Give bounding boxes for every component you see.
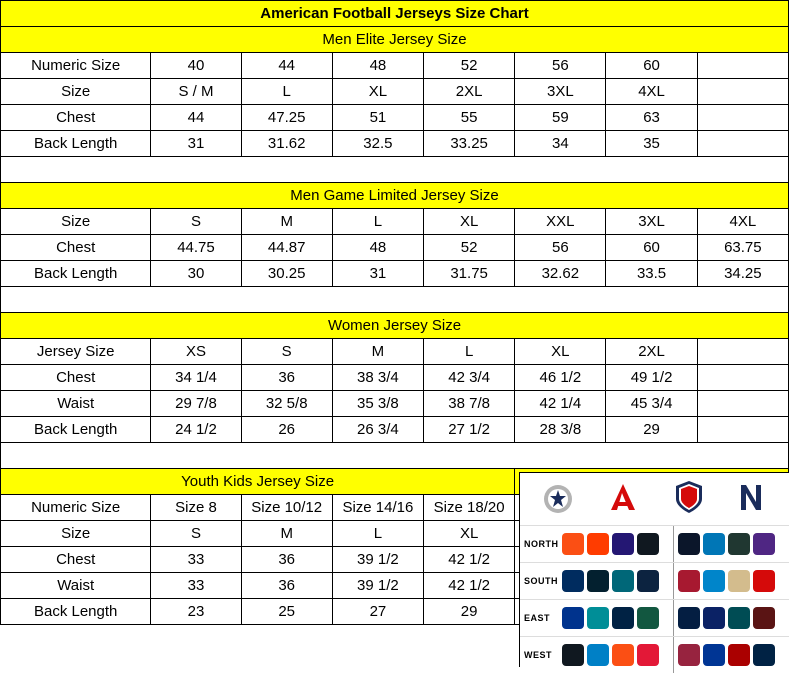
afc-logo-icon xyxy=(605,480,645,519)
table-row xyxy=(1,209,789,235)
row-label: Back Length xyxy=(1,417,151,443)
team-logo-patriots xyxy=(612,607,634,629)
afc-west-teams xyxy=(562,637,673,673)
team-logo-bengals xyxy=(562,533,584,555)
row-label: Waist xyxy=(1,391,151,417)
cell: 3XL xyxy=(515,79,606,105)
team-logo-dolphins xyxy=(587,607,609,629)
cell: 63.75 xyxy=(697,235,788,261)
cell: 27 1/2 xyxy=(424,417,515,443)
team-logo-jaguars xyxy=(612,570,634,592)
cell: 2XL xyxy=(424,79,515,105)
cell: 52 xyxy=(424,235,515,261)
nfc-north-teams xyxy=(673,526,789,562)
team-logo-buccaneers xyxy=(753,570,775,592)
cell: 39 1/2 xyxy=(332,547,423,573)
cell: 26 3/4 xyxy=(332,417,423,443)
cell: 33 xyxy=(151,547,241,573)
afc-east-teams xyxy=(562,600,673,636)
cell: 33 xyxy=(151,573,241,599)
cell: M xyxy=(241,209,332,235)
row-label: Back Length xyxy=(1,261,151,287)
cell: 34 xyxy=(515,131,606,157)
cell: Size 18/20 xyxy=(424,495,515,521)
cell: 40 xyxy=(151,53,241,79)
cell: 31.62 xyxy=(241,131,332,157)
table-row xyxy=(1,391,789,417)
cell: 3XL xyxy=(606,209,697,235)
cell: 33.25 xyxy=(424,131,515,157)
cell: 32.62 xyxy=(515,261,606,287)
cell: 30 xyxy=(151,261,241,287)
team-logo-cowboys xyxy=(678,607,700,629)
cell: 60 xyxy=(606,53,697,79)
cell: XS xyxy=(151,339,241,365)
cell: 32.5 xyxy=(332,131,423,157)
cell: 26 xyxy=(241,417,332,443)
team-logo-cardinals xyxy=(678,644,700,666)
cell: Size 10/12 xyxy=(241,495,332,521)
cell: S / M xyxy=(151,79,241,105)
row-label: Chest xyxy=(1,547,151,573)
team-logo-bears xyxy=(678,533,700,555)
nfc-logo-icon xyxy=(734,480,768,519)
cell: 31 xyxy=(332,261,423,287)
division-row-west xyxy=(520,636,789,673)
cell: 56 xyxy=(515,235,606,261)
cell: 44 xyxy=(241,53,332,79)
cell: 52 xyxy=(424,53,515,79)
team-logo-colts xyxy=(562,570,584,592)
section-title-youth-kids: Youth Kids Jersey Size xyxy=(1,469,789,495)
team-logo-saints xyxy=(728,570,750,592)
team-logo-steelers xyxy=(637,533,659,555)
row-label: Back Length xyxy=(1,131,151,157)
cell: 4XL xyxy=(606,79,697,105)
row-label: Chest xyxy=(1,365,151,391)
team-logo-chargers xyxy=(587,644,609,666)
cell: Size 14/16 xyxy=(332,495,423,521)
team-logo-chiefs xyxy=(637,644,659,666)
cell: XXL xyxy=(515,209,606,235)
cell: 33.5 xyxy=(606,261,697,287)
cell: 59 xyxy=(515,105,606,131)
team-logo-lions xyxy=(703,533,725,555)
cell: 36 xyxy=(241,365,332,391)
team-logo-browns xyxy=(587,533,609,555)
table-row xyxy=(1,235,789,261)
cell: 46 1/2 xyxy=(515,365,606,391)
cell: 42 1/2 xyxy=(424,547,515,573)
cell: XL xyxy=(424,209,515,235)
nfc-east-teams xyxy=(673,600,789,636)
division-label: SOUTH xyxy=(524,576,558,586)
cell: 35 xyxy=(606,131,697,157)
table-row xyxy=(1,105,789,131)
table-row xyxy=(1,261,789,287)
afc-north-teams xyxy=(562,526,673,562)
cell: 24 1/2 xyxy=(151,417,241,443)
nfc-west-teams xyxy=(673,637,789,673)
section-spacer xyxy=(1,157,789,183)
section-spacer xyxy=(1,443,789,469)
section-title-men-game-limited: Men Game Limited Jersey Size xyxy=(1,183,789,209)
table-row xyxy=(1,417,789,443)
cell: 23 xyxy=(151,599,241,625)
cell: 35 3/8 xyxy=(332,391,423,417)
cell: 44.87 xyxy=(241,235,332,261)
division-row-east xyxy=(520,599,789,636)
cell: 38 7/8 xyxy=(424,391,515,417)
cell: 51 xyxy=(332,105,423,131)
cell: S xyxy=(151,521,241,547)
nfl-shield-icon xyxy=(541,482,575,516)
cell: 47.25 xyxy=(241,105,332,131)
cell-empty xyxy=(697,53,788,79)
cell: L xyxy=(241,79,332,105)
team-logo-falcons xyxy=(678,570,700,592)
row-label: Back Length xyxy=(1,599,151,625)
row-label: Numeric Size xyxy=(1,53,151,79)
cell: 39 1/2 xyxy=(332,573,423,599)
cell: XL xyxy=(424,521,515,547)
cell: 32 5/8 xyxy=(241,391,332,417)
section-spacer xyxy=(1,287,789,313)
cell-empty xyxy=(697,339,788,365)
page-title: American Football Jerseys Size Chart xyxy=(1,1,789,27)
cell: 48 xyxy=(332,53,423,79)
division-label: NORTH xyxy=(524,539,559,549)
cell: 49 1/2 xyxy=(606,365,697,391)
cell: S xyxy=(241,339,332,365)
cell: 36 xyxy=(241,547,332,573)
division-row-north xyxy=(520,525,789,562)
nfc-south-teams xyxy=(673,563,789,599)
cell: 60 xyxy=(606,235,697,261)
cell: L xyxy=(424,339,515,365)
cell: 42 1/2 xyxy=(424,573,515,599)
row-label: Size xyxy=(1,521,151,547)
cell-empty xyxy=(697,131,788,157)
cell-empty xyxy=(697,79,788,105)
cell: 38 3/4 xyxy=(332,365,423,391)
team-logo-giants xyxy=(703,607,725,629)
division-row-south xyxy=(520,562,789,599)
nfl-logo-icon xyxy=(674,480,704,519)
cell: L xyxy=(332,521,423,547)
team-logo-rams xyxy=(703,644,725,666)
row-label: Size xyxy=(1,209,151,235)
cell: 42 1/4 xyxy=(515,391,606,417)
team-logo-packers xyxy=(728,533,750,555)
cell: L xyxy=(332,209,423,235)
cell: 31 xyxy=(151,131,241,157)
afc-south-teams xyxy=(562,563,673,599)
cell: 56 xyxy=(515,53,606,79)
cell: 44 xyxy=(151,105,241,131)
division-label: EAST xyxy=(524,613,551,623)
section-title-men-elite: Men Elite Jersey Size xyxy=(1,27,789,53)
table-row xyxy=(1,53,789,79)
team-logo-broncos xyxy=(612,644,634,666)
cell: 30.25 xyxy=(241,261,332,287)
cell: 2XL xyxy=(606,339,697,365)
cell: 44.75 xyxy=(151,235,241,261)
section-title-women: Women Jersey Size xyxy=(1,313,789,339)
team-logo-bills xyxy=(562,607,584,629)
row-label: Waist xyxy=(1,573,151,599)
team-logo-titans xyxy=(637,570,659,592)
cell: 45 3/4 xyxy=(606,391,697,417)
cell-empty xyxy=(697,391,788,417)
cell: 31.75 xyxy=(424,261,515,287)
table-row xyxy=(1,79,789,105)
cell: 36 xyxy=(241,573,332,599)
cell: 63 xyxy=(606,105,697,131)
row-label: Size xyxy=(1,79,151,105)
row-label: Jersey Size xyxy=(1,339,151,365)
row-label: Numeric Size xyxy=(1,495,151,521)
cell: 34 1/4 xyxy=(151,365,241,391)
cell: S xyxy=(151,209,241,235)
nfl-teams-panel xyxy=(519,472,789,667)
team-logo-seahawks xyxy=(753,644,775,666)
cell: 4XL xyxy=(697,209,788,235)
team-logo-texans xyxy=(587,570,609,592)
cell: 55 xyxy=(424,105,515,131)
table-row xyxy=(1,339,789,365)
team-logo-raiders xyxy=(562,644,584,666)
document-title-row xyxy=(1,1,789,27)
division-label: WEST xyxy=(524,650,552,660)
cell: M xyxy=(332,339,423,365)
row-label: Chest xyxy=(1,235,151,261)
table-row xyxy=(1,365,789,391)
cell-empty xyxy=(697,417,788,443)
team-logo-eagles xyxy=(728,607,750,629)
cell: 29 7/8 xyxy=(151,391,241,417)
cell-empty xyxy=(697,105,788,131)
cell: 48 xyxy=(332,235,423,261)
cell-empty xyxy=(697,365,788,391)
cell: 29 xyxy=(424,599,515,625)
team-logo-commanders xyxy=(753,607,775,629)
nfl-conference-logos xyxy=(520,473,789,525)
cell: Size 8 xyxy=(151,495,241,521)
team-logo-panthers xyxy=(703,570,725,592)
cell: M xyxy=(241,521,332,547)
cell: XL xyxy=(332,79,423,105)
cell: 27 xyxy=(332,599,423,625)
row-label: Chest xyxy=(1,105,151,131)
cell: 25 xyxy=(241,599,332,625)
team-logo-49ers xyxy=(728,644,750,666)
cell: 34.25 xyxy=(697,261,788,287)
cell: 29 xyxy=(606,417,697,443)
team-logo-jets xyxy=(637,607,659,629)
cell: XL xyxy=(515,339,606,365)
table-row xyxy=(1,131,789,157)
team-logo-ravens xyxy=(612,533,634,555)
cell: 42 3/4 xyxy=(424,365,515,391)
team-logo-vikings xyxy=(753,533,775,555)
cell: 28 3/8 xyxy=(515,417,606,443)
